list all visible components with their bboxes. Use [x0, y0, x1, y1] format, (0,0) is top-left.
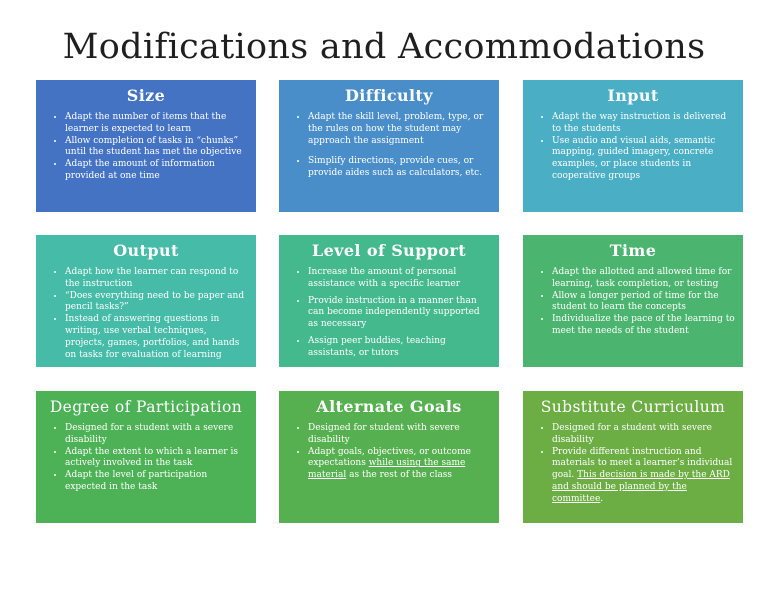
list-item: • Simplify directions, provide cues, or provide aides such as calculators, etc. [308, 156, 491, 180]
card-substitute-curriculum [523, 391, 743, 523]
bullet-list [523, 267, 743, 338]
list-item: • Adapt the number of items that the learner is expected to learn [65, 112, 248, 136]
card-heading: Size [126, 86, 166, 105]
card-heading: Input [607, 86, 659, 105]
bullet-list [279, 267, 499, 360]
card-input [523, 80, 743, 212]
list-item: • Designed for a student with severe disability [552, 423, 735, 447]
list-item: • Allow completion of tasks in “chunks” until the student has met the objective [65, 136, 248, 160]
list-item: • Designed for a student with a severe disability [65, 423, 248, 447]
curriculum-text: Provide different instruction and materials to meet a learner’s individual goal. [552, 446, 733, 481]
bullet-list [36, 112, 256, 183]
card-heading: Substitute Curriculum [540, 398, 726, 416]
curriculum-text: . [600, 493, 604, 504]
list-item: • Adapt the amount of information provided at one time [65, 159, 248, 183]
list-item: • Use audio and visual aids, semantic mapping, guided imagery, concrete examples, or place students in cooperative groups [552, 136, 735, 183]
card-heading: Alternate Goals [316, 397, 462, 416]
goal-text: as the rest of the class [346, 470, 453, 481]
list-item: • Adapt the extent to which a learner is actively involved in the task [65, 447, 248, 471]
list-item: • Adapt the way instruction is delivered to the students [552, 112, 735, 136]
card-difficulty [279, 80, 499, 212]
bullet-list [523, 112, 743, 183]
goal-underlined-text: while using the same material [308, 458, 466, 481]
list-item: • Adapt how the learner can respond to the instruction [65, 267, 248, 291]
list-item: • Adapt the level of participation expected in the task [65, 470, 248, 494]
card-size [36, 80, 256, 212]
goal-text: Adapt goals, objectives, or outcome expectations [308, 446, 471, 469]
page-title: Modifications and Accommodations [62, 27, 706, 67]
list-item: • Designed for student with severe disability [308, 423, 491, 447]
curriculum-underlined-text: This decision is made by the ARD and should be planned by the committee [552, 470, 730, 504]
card-heading: Difficulty [345, 86, 433, 105]
list-item: • Increase the amount of personal assistance with a specific learner [308, 267, 491, 291]
list-item: • Adapt the allotted and allowed time for learning, task completion, or testing [552, 267, 735, 291]
bullet-list [523, 423, 743, 506]
card-heading: Degree of Participation [49, 398, 243, 416]
list-item: • Adapt the skill level, problem, type, or the rules on how the student may approach the assignment [308, 112, 491, 147]
list-item: • “Does everything need to be paper and pencil tasks?” [65, 291, 248, 315]
bullet-list [279, 423, 499, 482]
list-item: • Provide instruction in a manner than can become independently supported as necessary [308, 296, 491, 331]
list-item [552, 447, 735, 506]
bullet-list [279, 112, 499, 180]
list-item: • Individualize the pace of the learning to meet the needs of the student [552, 314, 735, 338]
card-alternate-goals [279, 391, 499, 523]
card-level-of-support [279, 235, 499, 367]
card-heading: Time [609, 241, 657, 260]
card-heading: Level of Support [311, 241, 467, 260]
list-item: • Assign peer buddies, teaching assistants, or tutors [308, 336, 491, 360]
bullet-list [36, 267, 256, 361]
bullet-list [36, 423, 256, 494]
list-item [308, 447, 491, 482]
card-heading: Output [113, 241, 179, 260]
card-degree-of-participation [36, 391, 256, 523]
list-item: • Instead of answering questions in writing, use verbal techniques, projects, games, portfolios, and hands on tasks for evaluation of learning [65, 314, 248, 361]
list-item: • Allow a longer period of time for the student to learn the concepts [552, 291, 735, 315]
card-time [523, 235, 743, 367]
card-output [36, 235, 256, 367]
